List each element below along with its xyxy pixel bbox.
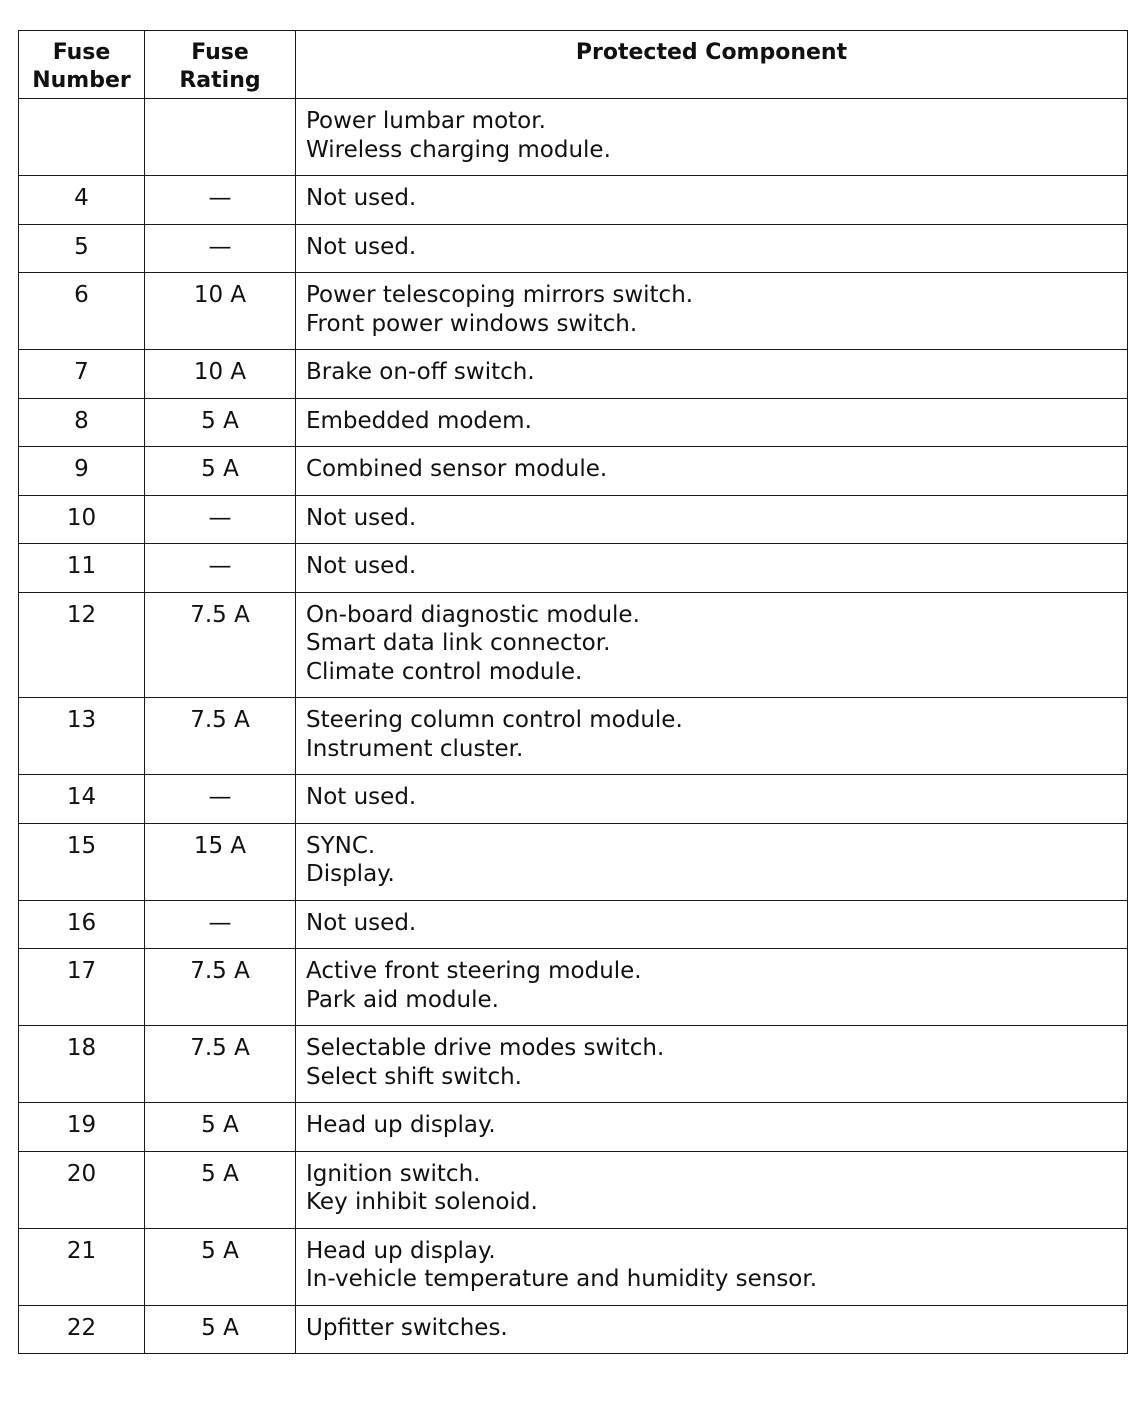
- table-row: [19, 398, 1128, 447]
- protected-component-cell: [296, 900, 1128, 949]
- component-line: Brake on-off switch.: [306, 359, 535, 385]
- fuse-rating-cell: 5 A: [145, 447, 296, 496]
- table-header-row: [19, 31, 1128, 99]
- table-row: [19, 544, 1128, 593]
- fuse-rating-cell: 7.5 A: [145, 698, 296, 775]
- fuse-rating-cell: —: [145, 224, 296, 273]
- table-row: [19, 592, 1128, 698]
- component-line: Select shift switch.: [306, 1063, 522, 1090]
- component-line: Power lumbar motor.: [306, 108, 546, 134]
- header-fuse-rating: Fuse Rating: [145, 31, 296, 99]
- fuse-number-cell: [19, 99, 145, 176]
- fuse-number-cell: 11: [19, 544, 145, 593]
- component-line: Park aid module.: [306, 986, 499, 1013]
- component-line: In-vehicle temperature and humidity sensor.: [306, 1266, 818, 1292]
- protected-component-cell: [296, 1228, 1128, 1305]
- table-row: [19, 176, 1128, 225]
- table-row: [19, 900, 1128, 949]
- table-row: [19, 99, 1128, 176]
- fuse-rating-cell: 10 A: [145, 350, 296, 399]
- table-row: [19, 775, 1128, 824]
- protected-component-cell: [296, 544, 1128, 593]
- table-row: [19, 224, 1128, 273]
- protected-component-cell: [296, 592, 1128, 698]
- fuse-number-cell: 13: [19, 698, 145, 775]
- fuse-rating-cell: [145, 99, 296, 176]
- component-line: Embedded modem.: [306, 407, 532, 434]
- component-line: Active front steering module.: [306, 958, 642, 984]
- component-line: Not used.: [306, 909, 417, 936]
- fuse-rating-cell: —: [145, 176, 296, 225]
- table-row: [19, 273, 1128, 350]
- fuse-rating-cell: —: [145, 900, 296, 949]
- fuse-number-cell: 14: [19, 775, 145, 824]
- table-row: [19, 495, 1128, 544]
- fuse-number-cell: 20: [19, 1151, 145, 1228]
- fuse-rating-cell: 5 A: [145, 1151, 296, 1228]
- table-row: [19, 1026, 1128, 1103]
- table-row: [19, 1228, 1128, 1305]
- fuse-number-cell: 22: [19, 1305, 145, 1354]
- component-line: Not used.: [306, 233, 417, 260]
- fuse-number-cell: 16: [19, 900, 145, 949]
- protected-component-cell: [296, 1305, 1128, 1354]
- fuse-number-cell: 19: [19, 1103, 145, 1152]
- protected-component-cell: [296, 1103, 1128, 1152]
- component-line: Head up display.: [306, 1237, 496, 1264]
- fuse-number-cell: 5: [19, 224, 145, 273]
- fuse-table: [18, 30, 1128, 1354]
- fuse-number-cell: 18: [19, 1026, 145, 1103]
- fuse-number-cell: 7: [19, 350, 145, 399]
- fuse-rating-cell: 5 A: [145, 1305, 296, 1354]
- table-row: [19, 447, 1128, 496]
- component-line: Head up display.: [306, 1112, 496, 1138]
- component-line: Not used.: [306, 504, 417, 531]
- fuse-number-cell: 17: [19, 949, 145, 1026]
- fuse-rating-cell: —: [145, 775, 296, 824]
- component-line: Climate control module.: [306, 658, 583, 685]
- fuse-number-cell: 12: [19, 592, 145, 698]
- component-line: SYNC.: [306, 832, 376, 859]
- component-line: Ignition switch.: [306, 1160, 481, 1187]
- table-row: [19, 949, 1128, 1026]
- table-row: [19, 1305, 1128, 1354]
- fuse-rating-cell: —: [145, 544, 296, 593]
- protected-component-cell: [296, 775, 1128, 824]
- protected-component-cell: [296, 495, 1128, 544]
- component-line: On-board diagnostic module.: [306, 601, 640, 628]
- table-row: [19, 1103, 1128, 1152]
- component-line: Not used.: [306, 784, 417, 810]
- protected-component-cell: [296, 698, 1128, 775]
- component-line: Front power windows switch.: [306, 310, 638, 337]
- protected-component-cell: [296, 224, 1128, 273]
- component-line: Smart data link connector.: [306, 630, 611, 656]
- fuse-rating-cell: 5 A: [145, 1228, 296, 1305]
- fuse-rating-cell: 7.5 A: [145, 949, 296, 1026]
- component-line: Not used.: [306, 185, 417, 211]
- fuse-rating-cell: 15 A: [145, 823, 296, 900]
- fuse-rating-cell: 7.5 A: [145, 592, 296, 698]
- protected-component-cell: [296, 823, 1128, 900]
- header-fuse-number: Fuse Number: [19, 31, 145, 99]
- fuse-rating-cell: 5 A: [145, 1103, 296, 1152]
- protected-component-cell: [296, 350, 1128, 399]
- component-line: Key inhibit solenoid.: [306, 1189, 538, 1215]
- fuse-number-cell: 4: [19, 176, 145, 225]
- fuse-table-body: [19, 99, 1128, 1354]
- fuse-rating-cell: 7.5 A: [145, 1026, 296, 1103]
- table-row: [19, 350, 1128, 399]
- table-row: [19, 698, 1128, 775]
- component-line: Power telescoping mirrors switch.: [306, 282, 694, 308]
- component-line: Instrument cluster.: [306, 735, 524, 762]
- component-line: Combined sensor module.: [306, 456, 608, 482]
- component-line: Not used.: [306, 553, 417, 579]
- fuse-number-cell: 8: [19, 398, 145, 447]
- fuse-number-cell: 21: [19, 1228, 145, 1305]
- fuse-number-cell: 6: [19, 273, 145, 350]
- fuse-number-cell: 9: [19, 447, 145, 496]
- table-row: [19, 1151, 1128, 1228]
- protected-component-cell: [296, 273, 1128, 350]
- component-line: Wireless charging module.: [306, 136, 611, 163]
- fuse-rating-cell: —: [145, 495, 296, 544]
- fuse-rating-cell: 10 A: [145, 273, 296, 350]
- header-protected-component: Protected Component: [296, 31, 1128, 99]
- protected-component-cell: [296, 949, 1128, 1026]
- protected-component-cell: [296, 1151, 1128, 1228]
- component-line: Upfitter switches.: [306, 1314, 508, 1341]
- protected-component-cell: [296, 99, 1128, 176]
- protected-component-cell: [296, 176, 1128, 225]
- protected-component-cell: [296, 447, 1128, 496]
- fuse-rating-cell: 5 A: [145, 398, 296, 447]
- protected-component-cell: [296, 398, 1128, 447]
- fuse-number-cell: 15: [19, 823, 145, 900]
- protected-component-cell: [296, 1026, 1128, 1103]
- table-row: [19, 823, 1128, 900]
- component-line: Selectable drive modes switch.: [306, 1035, 665, 1061]
- component-line: Display.: [306, 861, 395, 887]
- component-line: Steering column control module.: [306, 707, 683, 733]
- fuse-number-cell: 10: [19, 495, 145, 544]
